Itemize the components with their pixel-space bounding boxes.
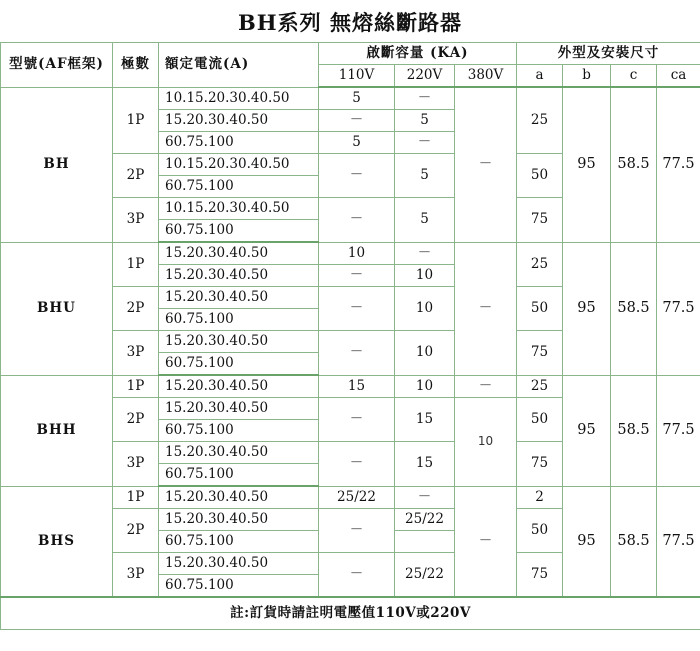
current-cell: 15.20.30.40.50 bbox=[159, 375, 319, 398]
dim-a-cell: 50 bbox=[517, 287, 563, 331]
dim-b-cell: 95 bbox=[563, 375, 611, 486]
current-cell: 60.75.100 bbox=[159, 220, 319, 243]
ka220-cell: 10 bbox=[395, 265, 455, 287]
ka110-cell: － bbox=[319, 198, 395, 243]
dim-b-cell: 95 bbox=[563, 486, 611, 597]
current-cell: 60.75.100 bbox=[159, 464, 319, 487]
header-current: 額定電流(A) bbox=[159, 43, 319, 88]
ka110-cell: 10 bbox=[319, 242, 395, 265]
ka110-cell: － bbox=[319, 154, 395, 198]
dim-a-cell: 50 bbox=[517, 398, 563, 442]
current-cell: 15.20.30.40.50 bbox=[159, 442, 319, 464]
dim-c-cell: 58.5 bbox=[611, 87, 657, 242]
footnote: 註:訂貨時請註明電壓值110V或220V bbox=[1, 597, 700, 629]
ka220-cell: － bbox=[395, 486, 455, 509]
model-bh: BH bbox=[1, 87, 113, 242]
header-dim-c: c bbox=[611, 65, 657, 88]
ka220-cell: 10 bbox=[395, 287, 455, 331]
table-row bbox=[1, 486, 700, 509]
current-cell: 15.20.30.40.50 bbox=[159, 242, 319, 265]
current-cell: 15.20.30.40.50 bbox=[159, 287, 319, 309]
dim-a-cell: 75 bbox=[517, 553, 563, 598]
pole-cell: 1P bbox=[113, 375, 159, 398]
ka220-cell-empty bbox=[395, 531, 455, 553]
ka110-cell: 5 bbox=[319, 87, 395, 110]
ka380-cell: － bbox=[455, 87, 517, 242]
header-dimensions: 外型及安裝尺寸 bbox=[517, 43, 700, 65]
dim-b-cell: 95 bbox=[563, 87, 611, 242]
header-row-1 bbox=[1, 43, 700, 65]
ka110-cell: － bbox=[319, 553, 395, 598]
header-poles: 極數 bbox=[113, 43, 159, 88]
ka380-cell: － bbox=[455, 375, 517, 398]
header-model: 型號(AF框架) bbox=[1, 43, 113, 88]
ka220-cell: － bbox=[395, 87, 455, 110]
current-cell: 15.20.30.40.50 bbox=[159, 398, 319, 420]
table-row bbox=[1, 242, 700, 265]
dim-c-cell: 58.5 bbox=[611, 486, 657, 597]
dim-a-cell: 50 bbox=[517, 154, 563, 198]
dim-ca-cell: 77.5 bbox=[657, 242, 700, 375]
header-220v: 220V bbox=[395, 65, 455, 88]
pole-cell: 3P bbox=[113, 198, 159, 243]
pole-cell: 3P bbox=[113, 331, 159, 376]
dim-a-cell: 50 bbox=[517, 509, 563, 553]
current-cell: 10.15.20.30.40.50 bbox=[159, 87, 319, 110]
current-cell: 15.20.30.40.50 bbox=[159, 486, 319, 509]
pole-cell: 3P bbox=[113, 442, 159, 487]
pole-cell: 1P bbox=[113, 486, 159, 509]
current-cell: 15.20.30.40.50 bbox=[159, 265, 319, 287]
dim-a-cell: 75 bbox=[517, 331, 563, 376]
ka220-cell: 25/22 bbox=[395, 509, 455, 531]
ka220-cell: 15 bbox=[395, 398, 455, 442]
header-380v: 380V bbox=[455, 65, 517, 88]
header-dim-b: b bbox=[563, 65, 611, 88]
ka110-cell: 5 bbox=[319, 132, 395, 154]
pole-cell: 2P bbox=[113, 509, 159, 553]
table-row bbox=[1, 87, 700, 110]
dim-a-cell: 75 bbox=[517, 198, 563, 243]
dim-c-cell: 58.5 bbox=[611, 242, 657, 375]
ka110-cell: － bbox=[319, 287, 395, 331]
ka220-cell: － bbox=[395, 242, 455, 265]
ka380-cell: － bbox=[455, 486, 517, 597]
ka220-cell: 5 bbox=[395, 198, 455, 243]
ka110-cell: － bbox=[319, 331, 395, 376]
header-interrupt-capacity: 啟斷容量 (KA) bbox=[319, 43, 517, 65]
current-cell: 15.20.30.40.50 bbox=[159, 331, 319, 353]
current-cell: 60.75.100 bbox=[159, 176, 319, 198]
ka110-cell: － bbox=[319, 509, 395, 553]
dim-a-cell: 25 bbox=[517, 375, 563, 398]
dim-ca-cell: 77.5 bbox=[657, 375, 700, 486]
ka220-cell: 25/22 bbox=[395, 553, 455, 598]
header-dim-a: a bbox=[517, 65, 563, 88]
pole-cell: 2P bbox=[113, 287, 159, 331]
dim-a-cell: 75 bbox=[517, 442, 563, 487]
pole-cell: 1P bbox=[113, 87, 159, 154]
current-cell: 10.15.20.30.40.50 bbox=[159, 198, 319, 220]
current-cell: 60.75.100 bbox=[159, 531, 319, 553]
ka220-cell: 5 bbox=[395, 110, 455, 132]
current-cell: 60.75.100 bbox=[159, 420, 319, 442]
note-row bbox=[1, 597, 700, 629]
ka220-cell: － bbox=[395, 132, 455, 154]
current-cell: 15.20.30.40.50 bbox=[159, 509, 319, 531]
ka220-cell: 5 bbox=[395, 154, 455, 198]
ka110-cell: － bbox=[319, 442, 395, 487]
ka380-cell: － bbox=[455, 242, 517, 375]
dim-a-cell: 25 bbox=[517, 87, 563, 154]
model-bhh: BHH bbox=[1, 375, 113, 486]
page-title: BH系列 無熔絲斷路器 bbox=[238, 10, 462, 35]
model-bhs: BHS bbox=[1, 486, 113, 597]
spec-table bbox=[0, 42, 700, 630]
header-110v: 110V bbox=[319, 65, 395, 88]
current-cell: 60.75.100 bbox=[159, 575, 319, 598]
current-cell: 60.75.100 bbox=[159, 353, 319, 376]
header-dim-ca: ca bbox=[657, 65, 700, 88]
current-cell: 60.75.100 bbox=[159, 309, 319, 331]
ka110-cell: － bbox=[319, 110, 395, 132]
current-cell: 15.20.30.40.50 bbox=[159, 110, 319, 132]
ka220-cell: 10 bbox=[395, 331, 455, 376]
ka110-cell: 25/22 bbox=[319, 486, 395, 509]
dim-c-cell: 58.5 bbox=[611, 375, 657, 486]
ka110-cell: － bbox=[319, 398, 395, 442]
ka110-cell: － bbox=[319, 265, 395, 287]
ka110-cell: 15 bbox=[319, 375, 395, 398]
dim-b-cell: 95 bbox=[563, 242, 611, 375]
dim-ca-cell: 77.5 bbox=[657, 486, 700, 597]
current-cell: 15.20.30.40.50 bbox=[159, 553, 319, 575]
pole-cell: 1P bbox=[113, 242, 159, 287]
ka220-cell: 15 bbox=[395, 442, 455, 487]
current-cell: 60.75.100 bbox=[159, 132, 319, 154]
pole-cell: 2P bbox=[113, 398, 159, 442]
ka380-cell: 10 bbox=[455, 398, 517, 487]
ka220-cell: 10 bbox=[395, 375, 455, 398]
current-cell: 10.15.20.30.40.50 bbox=[159, 154, 319, 176]
pole-cell: 3P bbox=[113, 553, 159, 598]
model-bhu: BHU bbox=[1, 242, 113, 375]
dim-a-cell: 2 bbox=[517, 486, 563, 509]
pole-cell: 2P bbox=[113, 154, 159, 198]
dim-ca-cell: 77.5 bbox=[657, 87, 700, 242]
table-row bbox=[1, 375, 700, 398]
dim-a-cell: 25 bbox=[517, 242, 563, 287]
